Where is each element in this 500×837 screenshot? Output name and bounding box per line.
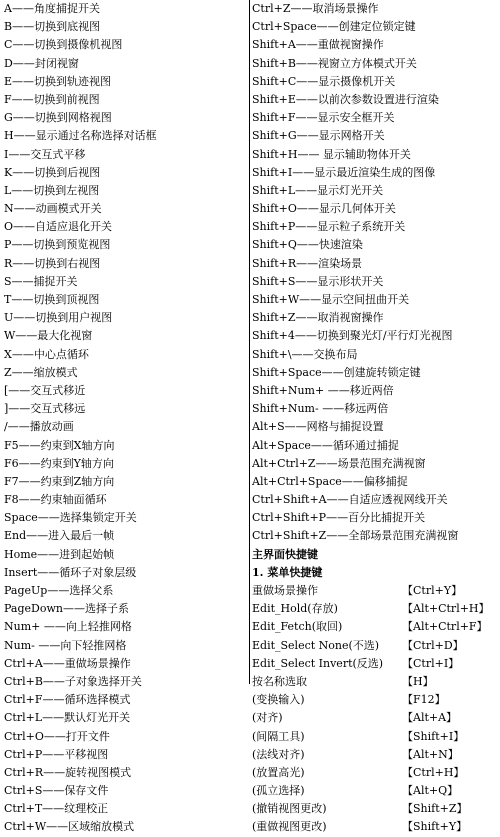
shortcut-line: F——切换到前视图 xyxy=(4,92,100,106)
shortcut-line: N——动画模式开关 xyxy=(4,202,102,216)
shortcut-line: Ctrl+W——区域缩放模式 xyxy=(4,820,135,834)
shortcut-line: S——捕捉开关 xyxy=(4,274,78,288)
shortcut-line: Shift+R——渲染场景 xyxy=(252,256,363,270)
shortcut-line: Ctrl+Shift+A——自适应透视网线开关 xyxy=(252,493,448,507)
shortcut-line: PageUp——选择父系 xyxy=(4,584,114,597)
shortcut-line: E——切换到轨迹视图 xyxy=(4,74,112,88)
right-column xyxy=(252,0,496,834)
shortcut-line: P——切换到预览视图 xyxy=(4,238,111,252)
shortcut-line: Ctrl+A——重做场景操作 xyxy=(4,656,131,670)
shortcut-line: G——切换到网格视图 xyxy=(4,111,112,125)
menu-shortcut-key: 【Alt+Q】 xyxy=(402,784,459,798)
menu-shortcut-row xyxy=(252,728,496,746)
shortcut-line: Shift+B——视窗立方体模式开关 xyxy=(252,56,417,70)
menu-shortcut-row xyxy=(252,782,496,800)
menu-shortcut-row xyxy=(252,673,496,691)
menu-shortcut-row xyxy=(252,582,496,600)
shortcut-line: T——切换到顶视图 xyxy=(4,293,100,306)
menu-shortcut-action: (间隔工具) xyxy=(252,729,305,743)
menu-shortcut-key: 【Shift+Y】 xyxy=(402,820,468,834)
menu-shortcut-action: (法线对齐) xyxy=(252,747,305,761)
shortcut-line: Alt+Ctrl+Z——场景范围充满视窗 xyxy=(252,456,426,470)
menu-shortcut-row xyxy=(252,764,496,782)
shortcut-line: Shift+W——显示空间扭曲开关 xyxy=(252,293,410,306)
menu-shortcut-action: 按名称选取 xyxy=(252,674,307,688)
shortcut-line: Shift+O——显示几何体开关 xyxy=(252,202,396,216)
shortcut-line: A——角度捕捉开关 xyxy=(4,2,100,15)
menu-shortcut-action: (变换输入) xyxy=(252,693,305,707)
shortcut-line: F7——约束到Z轴方向 xyxy=(4,474,115,488)
shortcut-line: F5——约束到X轴方向 xyxy=(4,438,115,452)
shortcut-line: Shift+I——显示最近渲染生成的图像 xyxy=(252,165,436,179)
shortcut-line: Shift+G——显示网格开关 xyxy=(252,129,385,143)
shortcut-line: L——切换到左视图 xyxy=(4,183,100,197)
menu-shortcut-row xyxy=(252,818,496,836)
menu-shortcut-key: 【Alt+N】 xyxy=(402,747,459,761)
left-column xyxy=(4,0,248,834)
column-divider xyxy=(249,0,250,684)
menu-shortcut-action: Edit_Select Invert(反选) xyxy=(252,656,384,670)
shortcut-line: W——最大化视窗 xyxy=(4,329,93,343)
shortcut-line: Shift+F——显示安全框开关 xyxy=(252,111,395,125)
shortcut-line: Shift+C——显示摄像机开关 xyxy=(252,74,396,88)
menu-shortcut-key: 【Ctrl+I】 xyxy=(402,656,460,670)
shortcut-line: Ctrl+S——保存文件 xyxy=(4,784,109,798)
shortcut-line: Shift+E——以前次参数设置进行渲染 xyxy=(252,92,439,106)
shortcut-line: Alt+S——网格与捕捉设置 xyxy=(252,420,384,434)
shortcut-line: Z——缩放模式 xyxy=(4,365,78,379)
menu-shortcut-key: 【Ctrl+D】 xyxy=(402,638,464,652)
shortcut-line: F8——约束轴面循环 xyxy=(4,493,107,507)
menu-shortcut-row xyxy=(252,637,496,655)
menu-shortcut-action: Edit_Fetch(取回) xyxy=(252,620,343,634)
shortcut-line: R——切换到右视图 xyxy=(4,256,101,270)
menu-shortcut-row xyxy=(252,600,496,618)
menu-shortcut-key: 【F12】 xyxy=(402,693,446,707)
shortcut-line: ]——交互式移远 xyxy=(4,402,86,416)
shortcut-line: Shift+\——交换布局 xyxy=(252,347,358,361)
menu-shortcut-row xyxy=(252,691,496,709)
shortcut-line: Shift+Num+ ——移近两倍 xyxy=(252,383,394,397)
menu-shortcut-row xyxy=(252,800,496,818)
menu-shortcut-key: 【Alt+Ctrl+H】 xyxy=(402,602,490,616)
menu-shortcut-action: 重做场景操作 xyxy=(252,584,318,597)
menu-shortcut-key: 【Shift+I】 xyxy=(402,729,465,743)
shortcut-line: Home——进到起始帧 xyxy=(4,547,115,561)
shortcut-line: D——封闭视窗 xyxy=(4,56,79,70)
subsection-title: 1. 菜单快捷键 xyxy=(252,565,323,579)
menu-shortcut-key: 【Ctrl+H】 xyxy=(402,765,465,779)
shortcut-line: C——切换到摄像机视图 xyxy=(4,38,123,52)
shortcut-line: K——切换到后视图 xyxy=(4,165,101,179)
menu-shortcut-key: 【Ctrl+Y】 xyxy=(402,584,463,597)
shortcut-line: Ctrl+L——默认灯光开关 xyxy=(4,711,131,725)
menu-shortcut-action: (撤销视图更改) xyxy=(252,802,327,816)
shortcut-line: O——自适应退化开关 xyxy=(4,220,113,234)
menu-shortcut-action: Edit_Hold(存放) xyxy=(252,602,338,616)
shortcut-line: Ctrl+Z——取消场景操作 xyxy=(252,2,379,15)
shortcut-line: Shift+Num- ——移远两倍 xyxy=(252,402,389,416)
menu-shortcut-action: (对齐) xyxy=(252,711,283,725)
shortcut-line: Ctrl+O——打开文件 xyxy=(4,729,110,743)
shortcut-line: B——切换到底视图 xyxy=(4,20,101,34)
shortcut-line: Shift+4——切换到聚光灯/平行灯光视图 xyxy=(252,329,453,343)
shortcut-line: End——进入最后一帧 xyxy=(4,529,115,543)
shortcut-line: Ctrl+Space——创建定位锁定键 xyxy=(252,20,416,34)
menu-shortcut-key: 【Shift+Z】 xyxy=(402,802,468,816)
shortcut-line: Ctrl+Shift+Z——全部场景范围充满视窗 xyxy=(252,529,459,543)
menu-shortcut-action: (放置高光) xyxy=(252,765,305,779)
shortcut-line: Ctrl+Shift+P——百分比捕捉开关 xyxy=(252,511,426,525)
menu-shortcut-action: Edit_Select None(不选) xyxy=(252,638,380,652)
shortcut-line: Shift+Q——快速渲染 xyxy=(252,238,363,252)
shortcut-line: U——切换到用户视图 xyxy=(4,311,113,325)
menu-shortcut-key: 【H】 xyxy=(402,674,434,688)
shortcut-line: X——中心点循环 xyxy=(4,347,89,361)
menu-shortcut-row xyxy=(252,618,496,636)
shortcut-line: Ctrl+T——纹理校正 xyxy=(4,802,109,816)
shortcut-line: I——交互式平移 xyxy=(4,147,86,161)
menu-shortcut-row xyxy=(252,709,496,727)
menu-shortcut-row xyxy=(252,655,496,673)
menu-shortcut-key: 【Alt+Ctrl+F】 xyxy=(402,620,488,634)
shortcut-line: H——显示通过名称选择对话框 xyxy=(4,129,157,143)
shortcut-line: Ctrl+B——子对象选择开关 xyxy=(4,674,142,688)
shortcut-line: Insert——循环子对象层级 xyxy=(4,565,137,579)
menu-shortcut-key: 【Alt+A】 xyxy=(402,711,458,725)
shortcut-line: Shift+Space——创建旋转锁定键 xyxy=(252,365,421,379)
shortcut-line: /——播放动画 xyxy=(4,420,74,434)
shortcut-line: Ctrl+F——循环选择模式 xyxy=(4,693,131,707)
shortcut-line: Shift+P——显示粒子系统开关 xyxy=(252,220,406,234)
shortcut-line: Num+ ——向上轻推网格 xyxy=(4,620,132,634)
section-title: 主界面快捷键 xyxy=(252,547,318,561)
shortcut-line: Space——选择集锁定开关 xyxy=(4,511,137,525)
shortcut-line: F6——约束到Y轴方向 xyxy=(4,456,114,470)
shortcut-line: Shift+A——重做视窗操作 xyxy=(252,38,384,52)
shortcut-line: Shift+H—— 显示辅助物体开关 xyxy=(252,147,411,161)
shortcut-line: Shift+Z——取消视窗操作 xyxy=(252,311,384,325)
shortcut-line: Ctrl+P——平移视图 xyxy=(4,747,109,761)
menu-shortcut-action: (孤立选择) xyxy=(252,784,305,798)
shortcut-line: Shift+S——显示形状开关 xyxy=(252,274,384,288)
shortcut-line: Shift+L——显示灯光开关 xyxy=(252,183,384,197)
menu-shortcut-action: (重做视图更改) xyxy=(252,820,327,834)
shortcut-line: Num- ——向下轻推网格 xyxy=(4,638,127,652)
shortcut-line: PageDown——选择子系 xyxy=(4,602,129,616)
shortcut-line: Alt+Ctrl+Space——偏移捕捉 xyxy=(252,474,408,488)
shortcut-line: [——交互式移近 xyxy=(4,383,86,397)
shortcut-line: Ctrl+R——旋转视图模式 xyxy=(4,765,132,779)
shortcut-line: Alt+Space——循环通过捕捉 xyxy=(252,438,399,452)
menu-shortcut-row xyxy=(252,746,496,764)
